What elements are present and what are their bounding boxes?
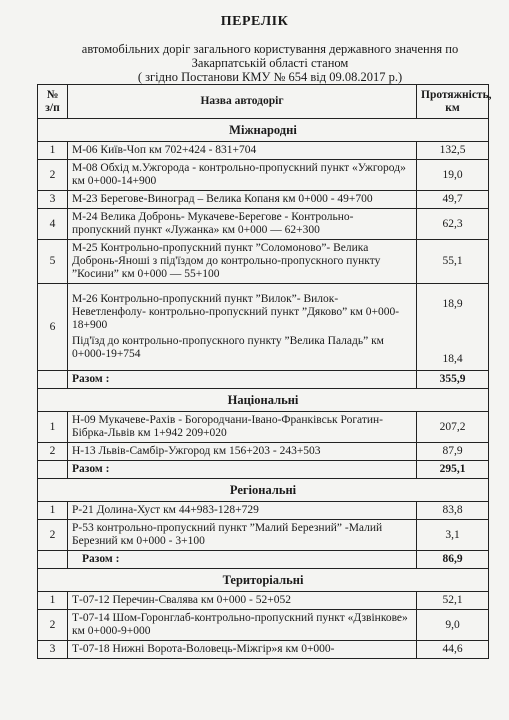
row-num: 3 [38,641,68,659]
section-national: Національні [38,389,489,412]
row-length-part-a: 18,9 [442,298,463,310]
row-length: 49,7 [417,191,489,209]
subtitle-line-2: Закарпатській області станом [191,56,349,70]
row-length: 52,1 [417,592,489,610]
row-num: 1 [38,142,68,160]
row-num: 1 [38,502,68,520]
row-num: 2 [38,443,68,461]
row-num: 4 [38,209,68,240]
header-num: № з/п [38,85,68,119]
row-length: 207,2 [417,412,489,443]
row-name: М-08 Обхід м.Ужгорода - контрольно-пропускний пункт «Ужгород» км 0+000-14+900 [68,160,417,191]
row-name: Т-07-12 Перечин-Свалява км 0+000 - 52+052 [68,592,417,610]
table-row [38,142,489,160]
table-row [38,502,489,520]
row-name: Р-53 контрольно-пропускний пункт ”Малий Березний” -Малий Березний км 0+000 - 3+100 [68,520,417,551]
row-name: М-24 Велика Добронь- Мукачеве-Берегове - Контрольно-пропускний пункт «Лужанка» км 0+000 — 62+300 [68,209,417,240]
row-num: 1 [38,592,68,610]
row-num: 1 [38,412,68,443]
row-name [68,284,417,371]
table-row [38,284,489,371]
row-num: 2 [38,160,68,191]
row-num: 3 [38,191,68,209]
total-value: 295,1 [417,461,489,479]
total-row [38,461,489,479]
row-name: Т-07-18 Нижні Ворота-Воловець-Міжгір»я км 0+000- [68,641,417,659]
row-length: 3,1 [417,520,489,551]
section-regional: Регіональні [38,479,489,502]
row-name: М-23 Берегове-Виноград – Велика Копаня км 0+000 - 49+700 [68,191,417,209]
row-num: 6 [38,284,68,371]
row-name: Т-07-14 Шом-Горонглаб-контрольно-пропускний пункт «Дзвінкове» км 0+000-9+000 [68,610,417,641]
table-header-row [38,85,489,119]
table-row [38,443,489,461]
table-row [38,240,489,284]
total-value: 355,9 [417,371,489,389]
row-length: 55,1 [417,240,489,284]
document-subtitle [60,42,480,84]
total-label: Разом : [68,551,417,569]
subtitle-line-3: ( згідно Постанови КМУ № 654 від 09.08.2017 р.) [137,70,403,84]
row-num: 5 [38,240,68,284]
document-title: ПЕРЕЛІК [220,14,289,29]
row-name: Н-09 Мукачеве-Рахів - Богородчани-Івано-Франківськ Рогатин-Бібрка-Львів км 1+942 209+020 [68,412,417,443]
header-name: Назва автодоріг [68,85,417,119]
section-territorial: Територіальні [38,569,489,592]
section-international: Міжнародні [38,119,489,142]
row-length: 62,3 [417,209,489,240]
total-row [38,551,489,569]
subtitle-line-1: автомобільних доріг загального користування державного значення по [81,42,459,56]
roads-table [37,84,492,659]
row-num: 2 [38,610,68,641]
row-length: 9,0 [417,610,489,641]
row-num: 2 [38,520,68,551]
table-row [38,520,489,551]
row-length: 44,6 [417,641,489,659]
header-length: Протяжність, км [417,85,489,119]
table-row [38,209,489,240]
row-name-part-a: М-26 Контрольно-пропускний пункт ”Вилок”- Вилок- Неветленфолу- контрольно-пропускний пункт ”Дяково” км 0+000-18+900 [72,293,400,331]
table-row [38,641,489,659]
table-row [38,610,489,641]
total-value: 86,9 [417,551,489,569]
total-label: Разом : [68,371,417,389]
row-length: 83,8 [417,502,489,520]
table-row [38,191,489,209]
row-name: М-25 Контрольно-пропускний пункт ”Соломоново”- Велика Добронь-Яноші з під'їздом до контрольно-пропускного пункту ”Косини” км 0+000 — 55+100 [68,240,417,284]
row-length-part-b: 18,4 [442,353,463,365]
row-length: 87,9 [417,443,489,461]
total-label: Разом : [68,461,417,479]
row-name: Р-21 Долина-Хуст км 44+983-128+729 [68,502,417,520]
row-name: Н-13 Львів-Самбір-Ужгород км 156+203 - 243+503 [68,443,417,461]
row-name: М-06 Київ-Чоп км 702+424 - 831+704 [68,142,417,160]
row-length: 19,0 [417,160,489,191]
row-length [417,284,489,371]
row-name-part-b: Під'їзд до контрольно-пропускного пункту ”Велика Паладь” км 0+000-19+754 [72,335,384,360]
total-row [38,371,489,389]
row-length: 132,5 [417,142,489,160]
table-row [38,412,489,443]
table-row [38,592,489,610]
table-row [38,160,489,191]
